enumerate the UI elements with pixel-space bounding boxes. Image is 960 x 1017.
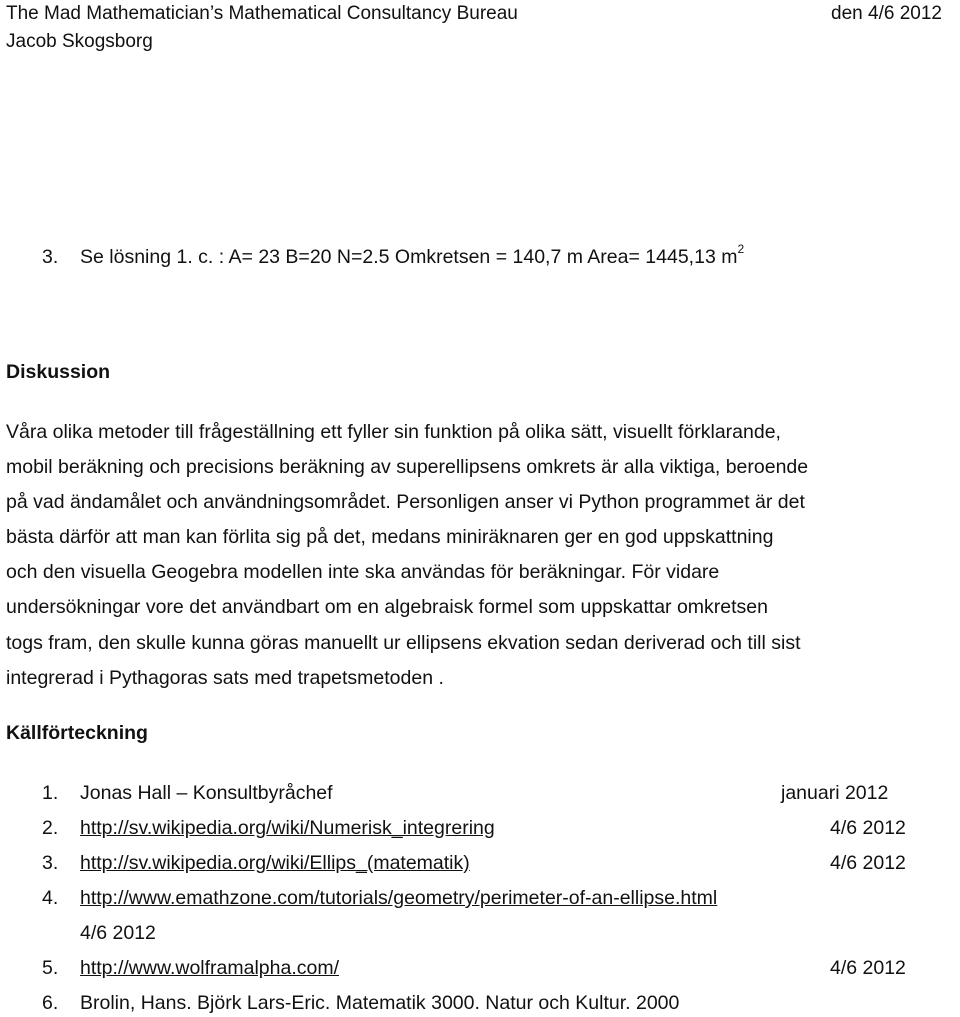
header-date: den 4/6 2012 — [831, 3, 942, 24]
discussion-line: undersökningar vore det användbart om en algebraisk formel som uppskattar omkretsen — [6, 596, 768, 618]
discussion-line: Våra olika metoder till frågeställning ett fyller sin funktion på olika sätt, visuellt förklarande, — [6, 421, 781, 443]
reference-text: Jonas Hall – Konsultbyråchef — [80, 782, 333, 804]
reference-item — [0, 851, 960, 875]
discussion-line: på vad ändamålet och användningsområdet. Personligen anser vi Python programmet är det — [6, 491, 805, 513]
reference-link[interactable]: http://www.emathzone.com/tutorials/geometry/perimeter-of-an-ellipse.html — [80, 887, 718, 909]
reference-number: 5. — [42, 957, 59, 979]
reference-date: januari 2012 — [781, 782, 889, 804]
reference-number: 1. — [42, 782, 59, 804]
reference-date: 4/6 2012 — [830, 852, 906, 874]
solution-text: Se lösning 1. c. : A= 23 B=20 N=2.5 Omkretsen = 140,7 m Area= 1445,13 m — [80, 246, 738, 268]
solution-line — [42, 244, 744, 270]
reference-number: 3. — [42, 852, 59, 874]
discussion-line: integrerad i Pythagoras sats med trapetsmetoden . — [6, 667, 444, 689]
reference-text: Brolin, Hans. Björk Lars-Eric. Matematik 3000. Natur och Kultur. 2000 — [80, 992, 680, 1014]
reference-date: 4/6 2012 — [830, 957, 906, 979]
discussion-line: mobil beräkning och precisions beräkning av superellipsens omkrets är alla viktiga, beroende — [6, 456, 809, 478]
reference-item — [0, 991, 960, 1015]
reference-number: 6. — [42, 992, 59, 1014]
header-author: Jacob Skogsborg — [6, 31, 153, 52]
reference-item — [0, 956, 960, 980]
reference-date: 4/6 2012 — [830, 817, 906, 839]
reference-link[interactable]: http://sv.wikipedia.org/wiki/Numerisk_integrering — [80, 817, 495, 839]
discussion-heading: Diskussion — [6, 361, 111, 383]
reference-link[interactable]: http://sv.wikipedia.org/wiki/Ellips_(matematik) — [80, 852, 470, 874]
header-title: The Mad Mathematician’s Mathematical Consultancy Bureau — [6, 3, 518, 24]
solution-number: 3. — [42, 246, 59, 268]
reference-number: 4. — [42, 887, 59, 909]
reference-number: 2. — [42, 817, 59, 839]
reference-item — [0, 781, 960, 805]
sources-heading: Källförteckning — [6, 722, 148, 744]
reference-item — [0, 886, 960, 944]
discussion-line: togs fram, den skulle kunna göras manuellt ur ellipsens ekvation sedan deriverad och till sist — [6, 632, 801, 654]
discussion-line: bästa därför att man kan förlita sig på det, medans miniräknaren ger en god uppskattning — [6, 526, 774, 548]
discussion-line: och den visuella Geogebra modellen inte ska användas för beräkningar. För vidare — [6, 561, 720, 583]
reference-item — [0, 816, 960, 840]
area-unit-superscript: 2 — [737, 242, 745, 256]
reference-date: 4/6 2012 — [80, 922, 156, 944]
reference-link[interactable]: http://www.wolframalpha.com/ — [80, 957, 340, 979]
